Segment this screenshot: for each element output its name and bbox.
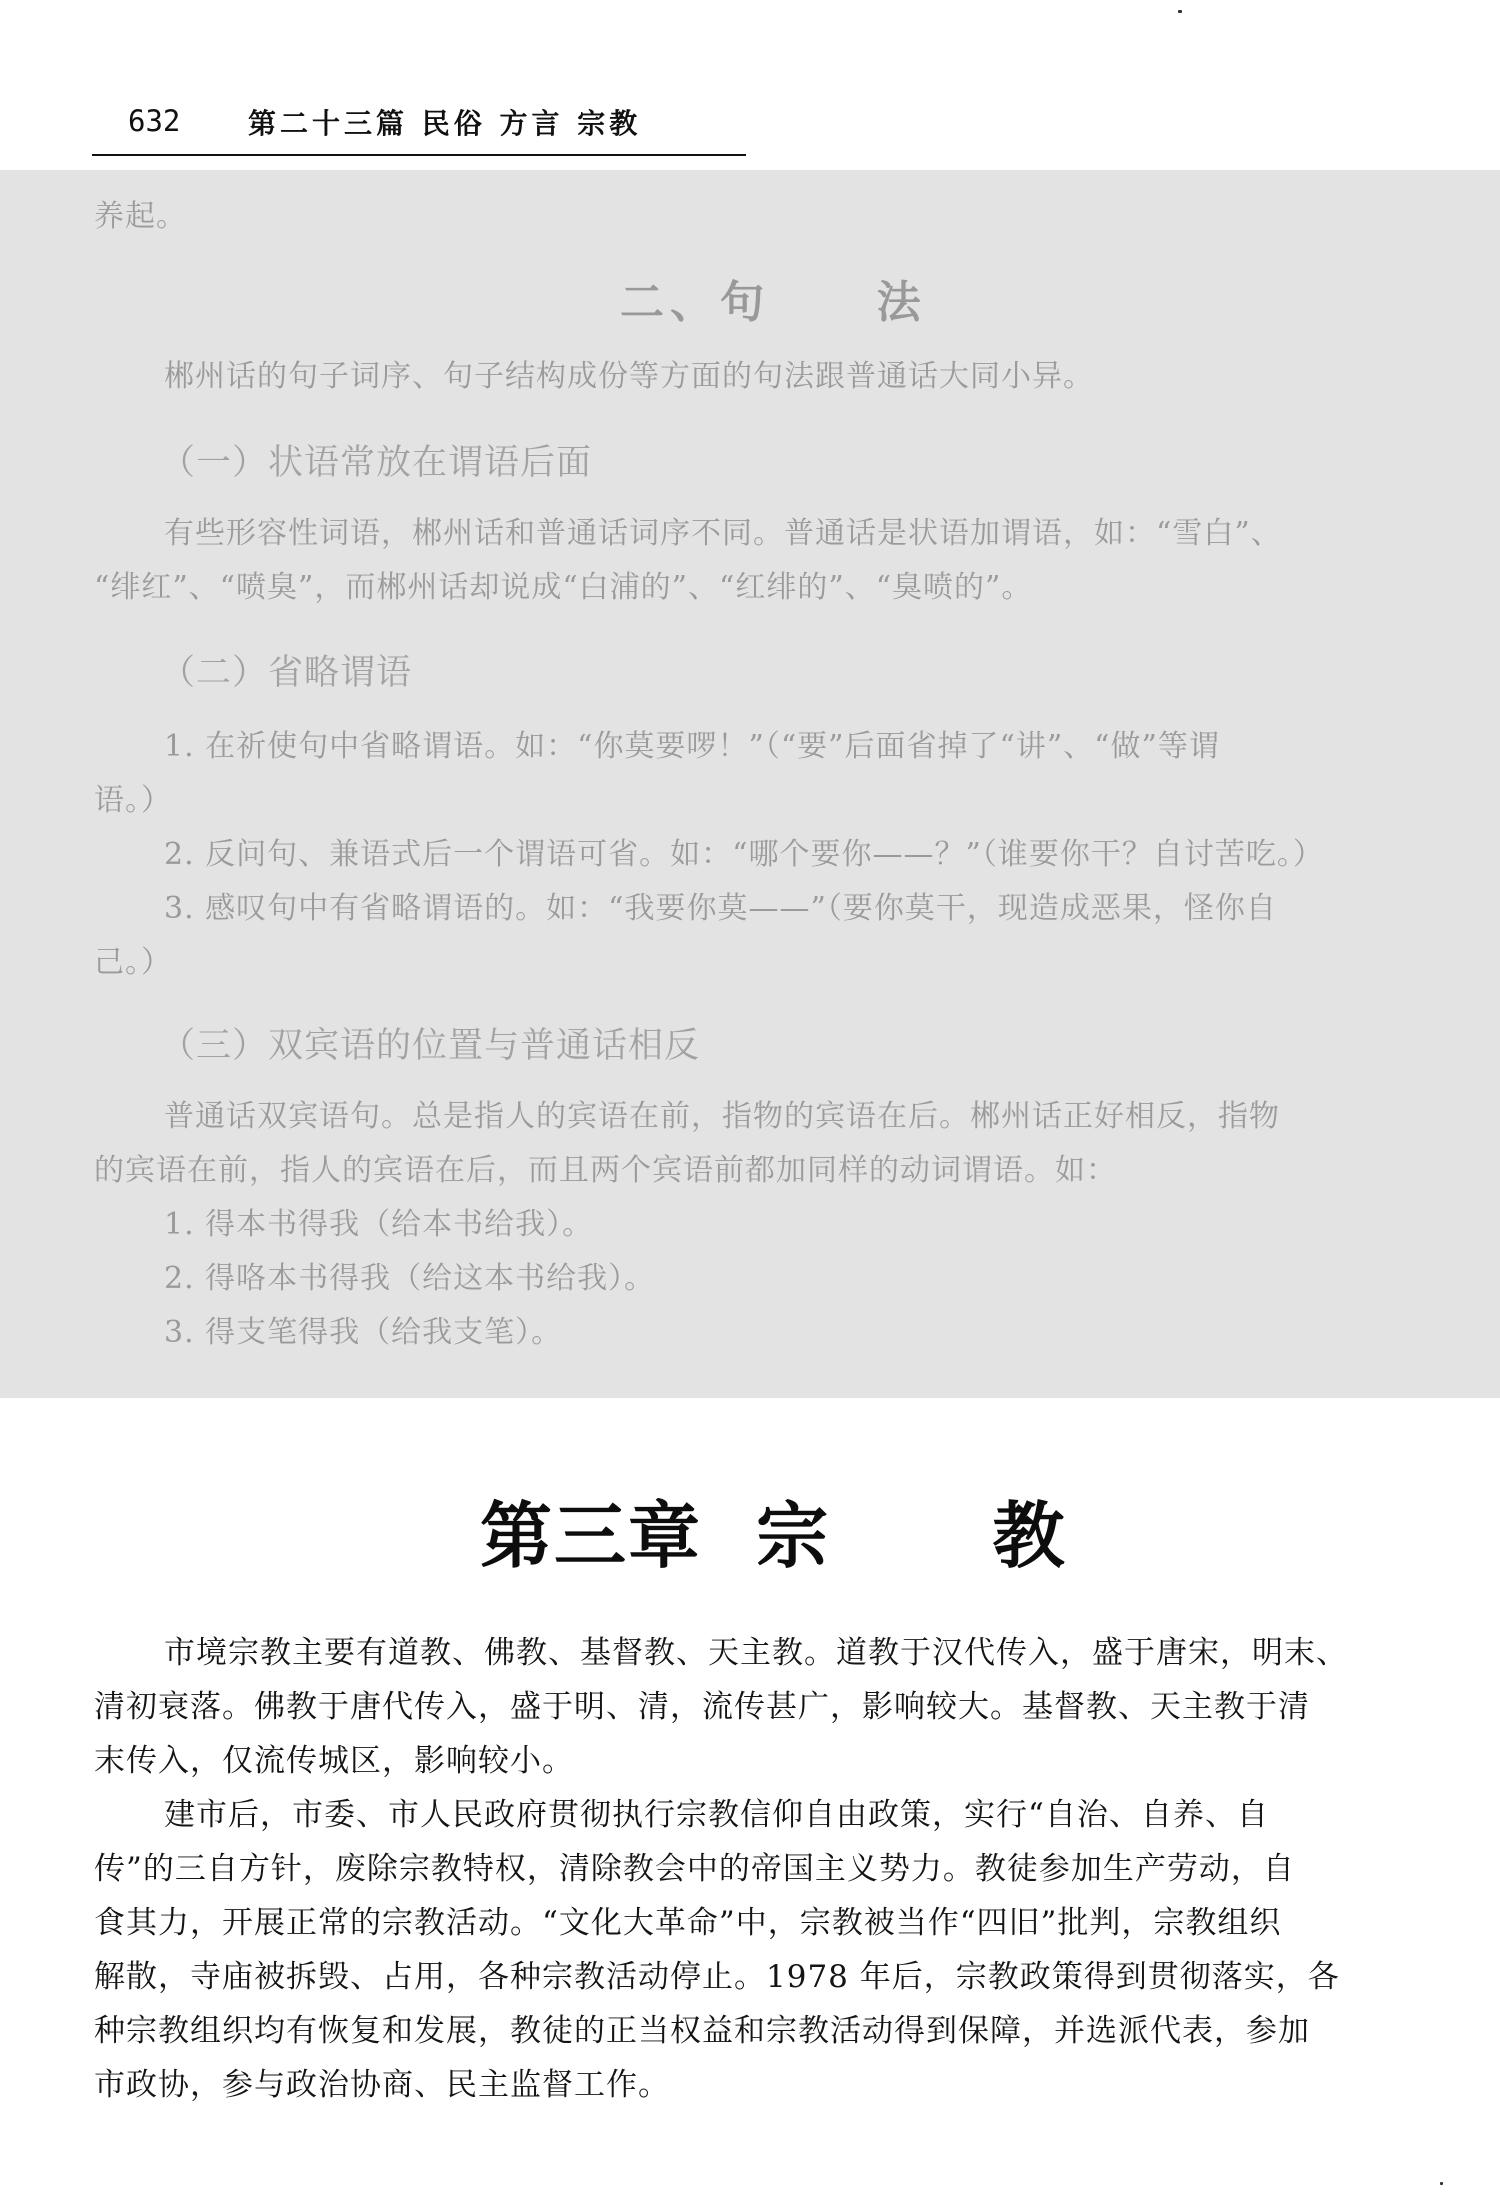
subsection-3-line-1: 普通话双宾语句。总是指人的宾语在前，指物的宾语在后。郴州话正好相反，指物 — [164, 1099, 1280, 1134]
subsection-3-line-2: 的宾语在前，指人的宾语在后，而且两个宾语前都加同样的动词谓语。如： — [94, 1153, 1117, 1188]
paragraph-1-line-3: 末传入，仅流传城区，影响较小。 — [94, 1743, 574, 1779]
paragraph-2-line-6: 市政协，参与政治协商、民主监督工作。 — [94, 2067, 670, 2103]
subsection-3-line-3: 1. 得本书得我（给本书给我）。 — [164, 1207, 594, 1242]
subsection-heading-1: （一）状语常放在谓语后面 — [160, 443, 593, 483]
paragraph-1-line-1: 市境宗教主要有道教、佛教、基督教、天主教。道教于汉代传入，盛于唐宋，明末、 — [164, 1635, 1348, 1671]
subsection-3-line-4: 2. 得咯本书得我（给这本书给我）。 — [164, 1261, 656, 1296]
subsection-2-line-2: 语。） — [94, 783, 172, 818]
subsection-1-line-2: “绯红”、“喷臭”，而郴州话却说成“白浦的”、“红绯的”、“臭喷的”。 — [94, 570, 1033, 605]
running-header — [92, 96, 746, 156]
chapter-title: 第三章 宗 教 — [480, 1494, 1067, 1578]
subsection-2-line-4: 3. 感叹句中有省略谓语的。如：“我要你莫——”（要你莫干，现造成恶果，怪你自 — [164, 891, 1277, 926]
faded-grammar-section — [0, 170, 1500, 1398]
paragraph-2-line-4: 解散，寺庙被拆毁、占用，各种宗教活动停止。1978 年后，宗教政策得到贯彻落实，各 — [94, 1959, 1340, 1995]
page-number: 632 — [128, 104, 181, 138]
scan-speck — [1178, 10, 1182, 13]
running-title: 第二十三篇 民俗 方言 宗教 — [248, 107, 642, 140]
paragraph-2-line-5: 种宗教组织均有恢复和发展，教徒的正当权益和宗教活动得到保障，并选派代表，参加 — [94, 2013, 1310, 2049]
subsection-2-line-3: 2. 反问句、兼语式后一个谓语可省。如：“哪个要你——？”（谁要你干？自讨苦吃。） — [164, 837, 1324, 872]
scan-speck — [1440, 2182, 1443, 2185]
subsection-2-line-1: 1. 在祈使句中省略谓语。如：“你莫要啰！”（“要”后面省掉了“讲”、“做”等谓 — [164, 729, 1220, 764]
paragraph-1-line-2: 清初衰落。佛教于唐代传入，盛于明、清，流传甚广，影响较大。基督教、天主教于清 — [94, 1689, 1310, 1725]
section-intro: 郴州话的句子词序、句子结构成份等方面的句法跟普通话大同小异。 — [164, 359, 1094, 394]
paragraph-2-line-1: 建市后，市委、市人民政府贯彻执行宗教信仰自由政策，实行“自治、自养、自 — [164, 1797, 1269, 1833]
subsection-1-line-1: 有些形容性词语，郴州话和普通话词序不同。普通话是状语加谓语，如：“雪白”、 — [164, 516, 1282, 551]
paragraph-2-line-2: 传”的三自方针，废除宗教特权，清除教会中的帝国主义势力。教徒参加生产劳动，自 — [94, 1851, 1295, 1887]
subsection-3-line-5: 3. 得支笔得我（给我支笔）。 — [164, 1315, 563, 1350]
section-title-syntax: 二、句 法 — [620, 277, 927, 328]
subsection-2-line-5: 己。） — [94, 945, 172, 980]
paragraph-2-line-3: 食其力，开展正常的宗教活动。“文化大革命”中，宗教被当作“四旧”批判，宗教组织 — [94, 1905, 1282, 1941]
carry-over-text: 养起。 — [94, 199, 187, 234]
subsection-heading-2: （二）省略谓语 — [160, 653, 413, 693]
subsection-heading-3: （三）双宾语的位置与普通话相反 — [160, 1026, 701, 1066]
